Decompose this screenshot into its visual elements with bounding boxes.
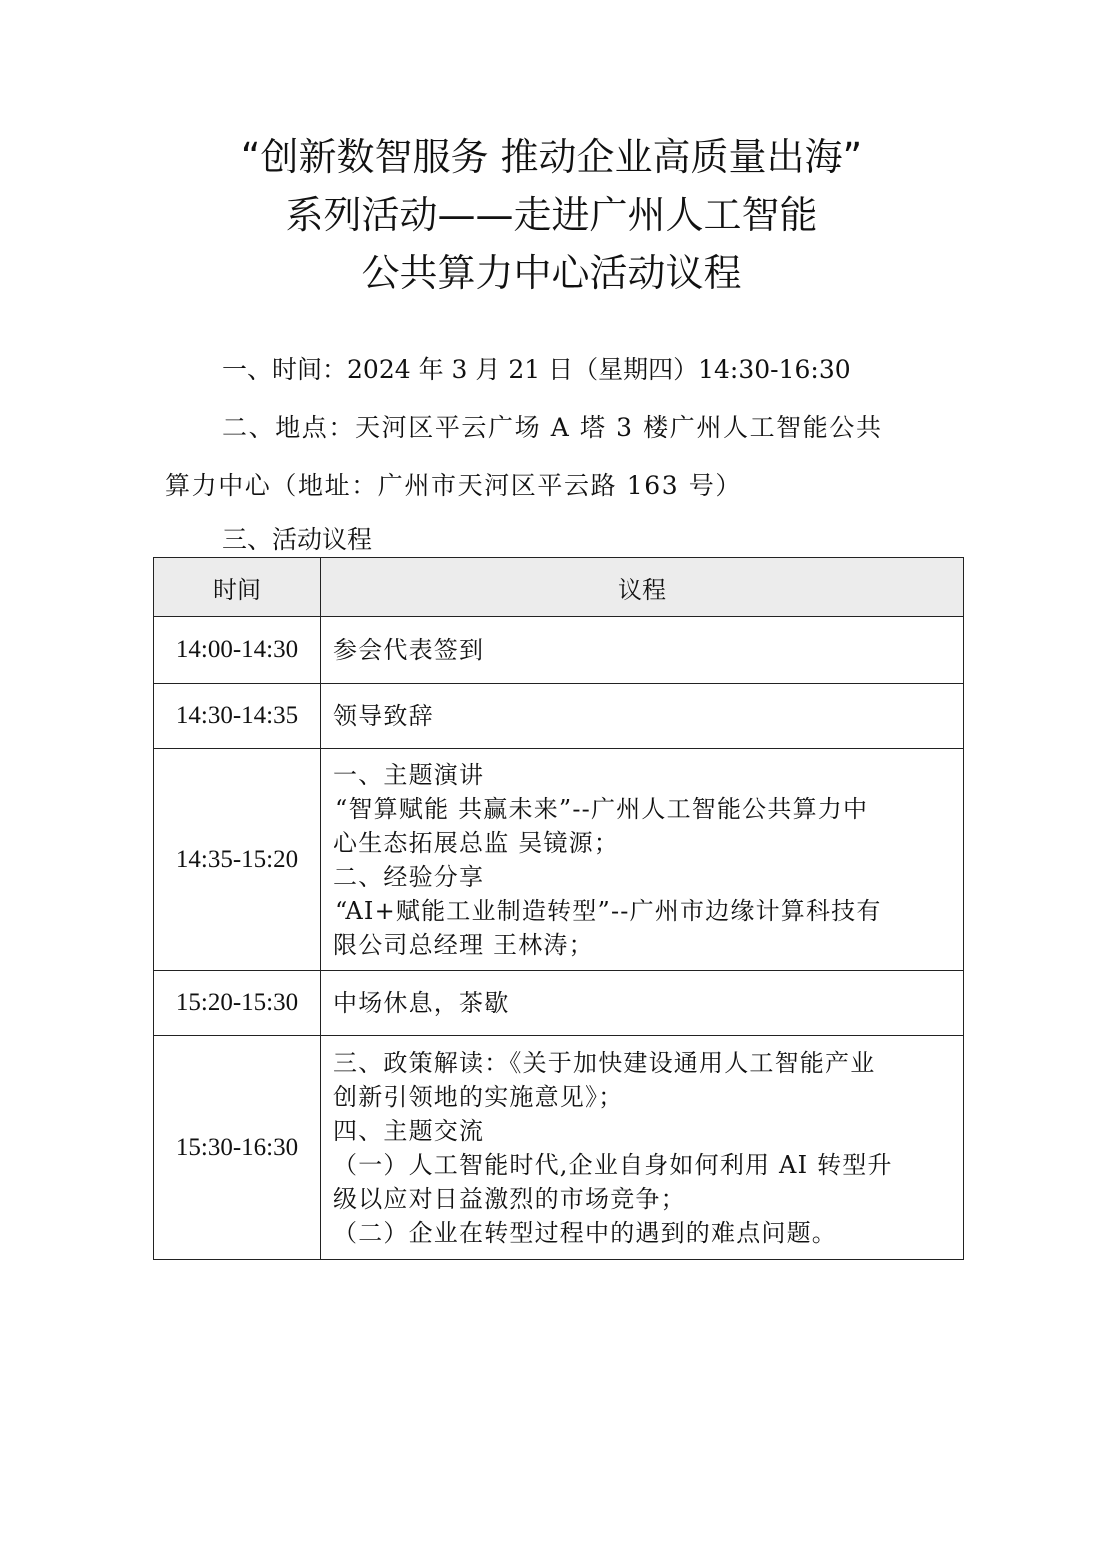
agenda-line: 心生态拓展总监 吴镜源；: [333, 828, 620, 857]
row-time: 14:30-14:35: [154, 684, 321, 749]
agenda-line: （二）企业在转型过程中的遇到的难点问题。: [333, 1218, 837, 1247]
event-time-value: 2024 年 3 月 21 日（星期四）14:30-16:30: [347, 355, 851, 384]
agenda-line: 三、政策解读：《关于加快建设通用人工智能产业: [333, 1048, 876, 1077]
table-row: [154, 684, 964, 749]
agenda-header-row: [154, 558, 964, 617]
row-agenda: [321, 617, 964, 684]
row-agenda: [321, 1036, 964, 1260]
title-line-2: 系列活动——走进广州人工智能: [285, 193, 818, 237]
event-time: [222, 350, 851, 386]
event-place-continued: 算力中心（地址：广州市天河区平云路 163 号）: [165, 471, 743, 500]
row-time: 14:35-15:20: [154, 749, 321, 971]
event-place-label: 二、地点：: [222, 413, 356, 442]
table-row: [154, 617, 964, 684]
row-time: 15:30-16:30: [154, 1036, 321, 1260]
row-time: 14:00-14:30: [154, 617, 321, 684]
header-time: 时间: [154, 558, 321, 617]
agenda-line: 级以应对日益激烈的市场竞争；: [333, 1184, 686, 1213]
table-row: [154, 971, 964, 1036]
agenda-line: 创新引领地的实施意见》；: [333, 1082, 624, 1111]
event-time-label: 一、时间：: [222, 355, 348, 384]
agenda-table: [153, 557, 964, 1260]
agenda-line: 限公司总经理 王林涛；: [333, 930, 594, 959]
agenda-line: “AI+赋能工业制造转型”--广州市边缘计算科技有: [335, 896, 882, 925]
event-place-value-1: 天河区平云广场 A 塔 3 楼广州人工智能公共: [355, 413, 883, 442]
row-agenda: [321, 749, 964, 971]
agenda-line: 领导致辞: [333, 702, 434, 730]
table-row: [154, 749, 964, 971]
agenda-line: 一、主题演讲: [333, 760, 485, 789]
agenda-line: 中场休息，茶歇: [333, 989, 510, 1017]
agenda-line: 四、主题交流: [333, 1116, 485, 1145]
agenda-line: 参会代表签到: [333, 636, 485, 664]
title-line-1: “创新数智服务 推动企业高质量出海”: [240, 135, 863, 179]
agenda-heading: 三、活动议程: [222, 525, 373, 554]
table-row: [154, 1036, 964, 1260]
title-line-3: 公共算力中心活动议程: [361, 251, 742, 295]
row-agenda: [321, 971, 964, 1036]
event-place: [222, 408, 883, 444]
agenda-line: （一）人工智能时代,企业自身如何利用 AI 转型升: [333, 1150, 893, 1179]
row-time: 15:20-15:30: [154, 971, 321, 1036]
row-agenda: [321, 684, 964, 749]
agenda-line: 二、经验分享: [333, 862, 485, 891]
header-agenda: 议程: [321, 558, 964, 617]
agenda-line: “智算赋能 共赢未来”--广州人工智能公共算力中: [335, 794, 869, 823]
document-title: [0, 128, 1103, 302]
